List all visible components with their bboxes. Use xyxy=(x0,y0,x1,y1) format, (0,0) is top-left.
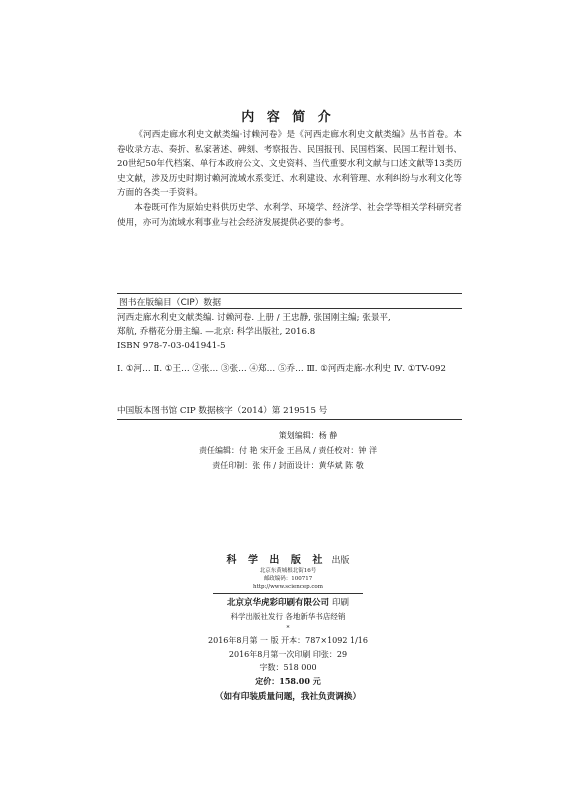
content-summary xyxy=(117,128,462,230)
cip-isbn: ISBN 978-7-03-041941-5 xyxy=(117,341,226,351)
price-label: 定价： xyxy=(255,675,280,686)
planning-editor: 策划编辑：杨 静 xyxy=(278,431,338,440)
printing-info: 2016年8月第一次印刷 印张：29 xyxy=(228,649,348,659)
publisher-suffix: 出版 xyxy=(331,556,350,566)
edition-info: 2016年8月第 一 版 开本：787×1092 1/16 xyxy=(208,636,368,645)
cip-top-rule xyxy=(117,293,462,294)
cip-bottom-rule xyxy=(117,419,462,420)
page-title: 内 容 简 介 xyxy=(241,110,335,125)
publisher-block xyxy=(0,548,576,632)
production-credits: 责任印制：张 伟 / 封面设计：黄华斌 陈 敬 xyxy=(212,461,364,470)
printer-name: 北京京华虎彩印刷有限公司 xyxy=(227,598,330,608)
cip-classification: Ⅰ. ①河… Ⅱ. ①王… ②张… ③张… ④郑… ⑤乔… Ⅲ. ①河西走廊-水利史 Ⅳ. ①TV-092 xyxy=(117,364,446,374)
summary-paragraph: 本卷既可作为原始史料供历史学、水利学、环境学、经济学、社会学等相关学科研究者使用，亦可为流域水利事业与社会经济发展提供必要的参考。 xyxy=(117,202,462,228)
cip-line: 河西走廊水利史文献类编. 讨赖河卷. 上册 / 王忠静, 张国刚主编; 张景平, xyxy=(117,313,391,323)
quality-notice: （如有印装质量问题，我社负责调换） xyxy=(214,692,362,702)
editorial-staff xyxy=(0,428,576,473)
cip-record-number: 中国版本图书馆 CIP 数据核字（2014）第 219515 号 xyxy=(117,406,328,416)
cip-header: 图书在版编目（CIP）数据 xyxy=(119,298,222,308)
publisher-website: http://www.sciencep.com xyxy=(253,584,323,590)
word-count: 字数：518 000 xyxy=(259,663,317,672)
publisher-name: 科 学 出 版 社 xyxy=(226,555,327,566)
distribution-info: 科学出版社发行 各地新华书店经销 xyxy=(230,612,346,621)
book-specs xyxy=(0,634,576,688)
price-value: 158.00 元 xyxy=(279,675,321,686)
cip-line: 郑航, 乔楷花分册主编. —北京: 科学出版社, 2016.8 xyxy=(117,327,316,337)
cip-header-rule xyxy=(117,308,462,309)
publisher-postcode: 邮政编码：100717 xyxy=(263,576,313,582)
summary-paragraph: 《河西走廊水利史文献类编·讨赖河卷》是《河西走廊水利史文献类编》丛书首卷。本卷收录方志、奏折、私家著述、碑刻、考察报告、民国报刊、民国档案、民国工程计划书、20世纪50年代档案、单行本政府公文、文史资料、当代重要水利文献与口述文献等13类历史文献，涉及历史时期讨赖河流域水系变迁、水利建设、水利管理、水利纠纷与水利文化等方面的各类一手资料。 xyxy=(117,130,462,199)
printer-suffix: 印刷 xyxy=(331,598,349,608)
publisher-rule xyxy=(213,593,363,594)
cip-record xyxy=(117,311,462,353)
publisher-address: 北京东黄城根北街16号 xyxy=(259,568,317,574)
separator-star: * xyxy=(286,625,290,632)
responsible-editors: 责任编辑：付 艳 宋开金 王昌凤 / 责任校对：钟 洋 xyxy=(199,446,377,455)
